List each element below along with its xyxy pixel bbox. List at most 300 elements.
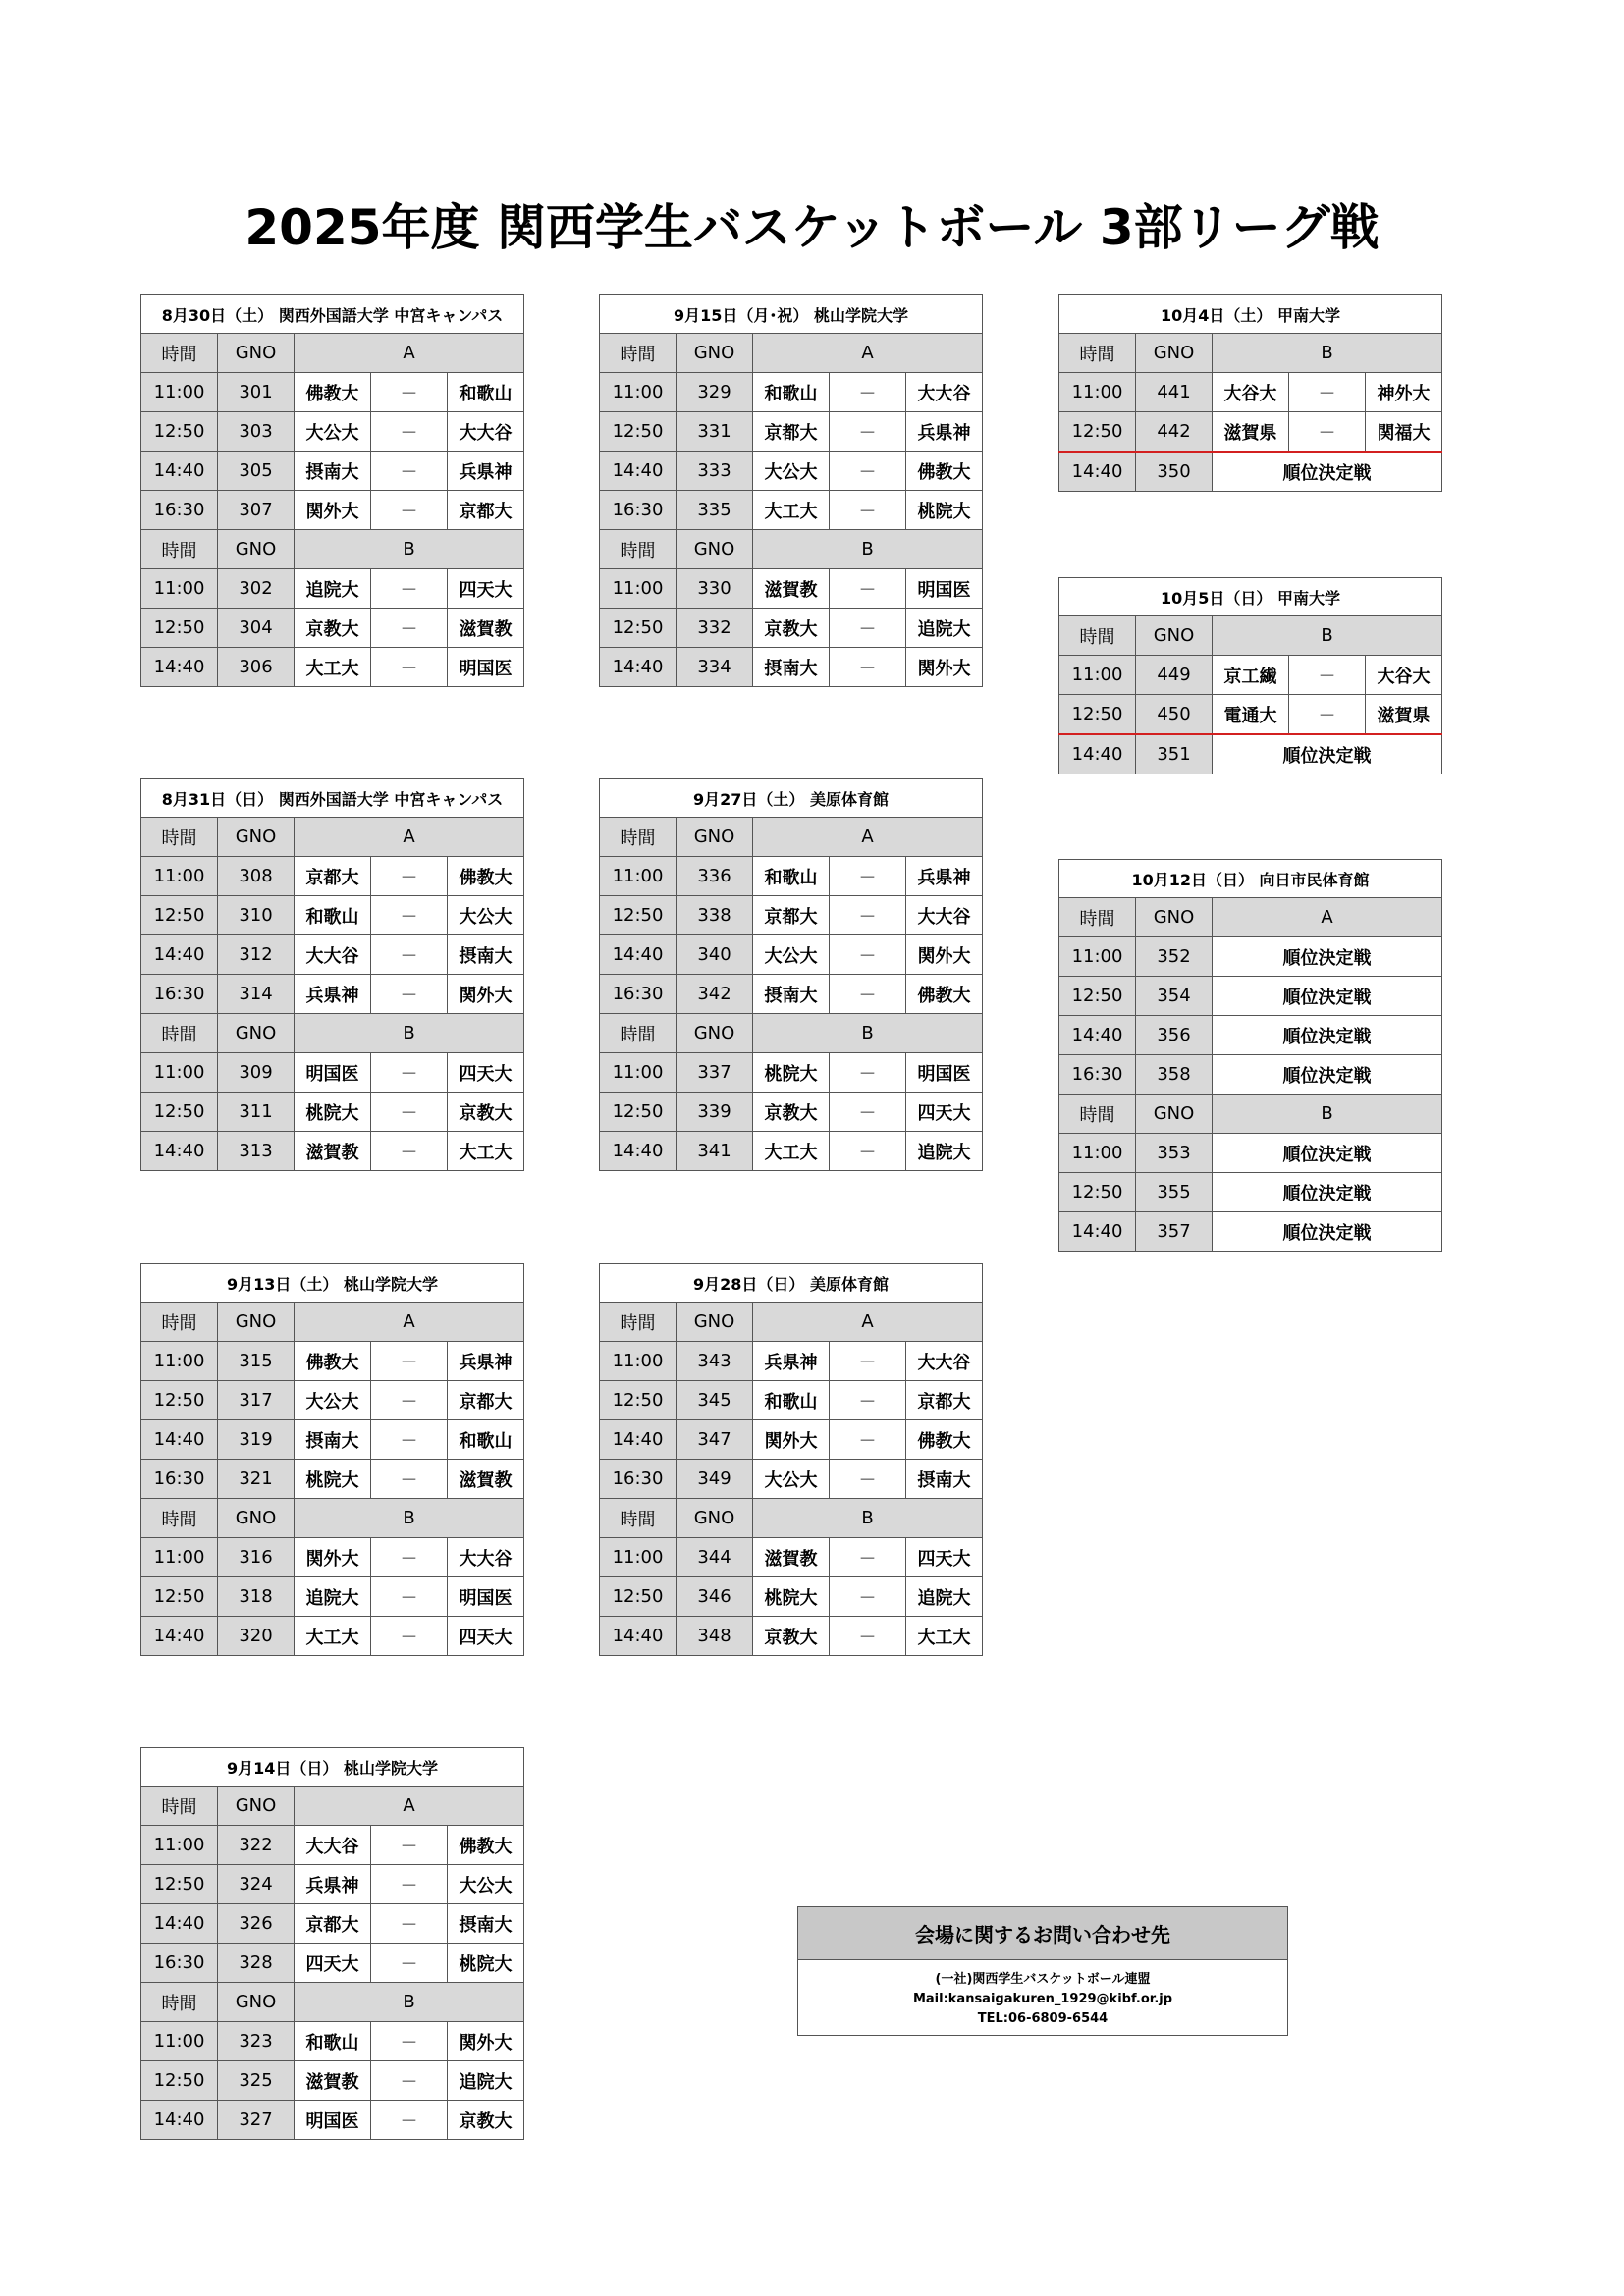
game-time: 12:50 bbox=[1059, 977, 1136, 1016]
versus-dash: － bbox=[371, 491, 448, 530]
game-row bbox=[141, 1904, 524, 1944]
column-header-row bbox=[1059, 616, 1442, 656]
game-row bbox=[141, 1538, 524, 1577]
away-team: 神外大 bbox=[1366, 373, 1442, 412]
game-time: 12:50 bbox=[141, 609, 218, 648]
column-header-row bbox=[600, 1499, 983, 1538]
away-team: 桃院大 bbox=[448, 1944, 524, 1983]
game-row bbox=[141, 1381, 524, 1420]
game-row bbox=[600, 1053, 983, 1093]
game-time: 11:00 bbox=[1059, 656, 1136, 695]
game-row bbox=[600, 1577, 983, 1617]
game-number: 313 bbox=[218, 1132, 295, 1171]
day-table bbox=[140, 778, 524, 1171]
game-row bbox=[141, 1944, 524, 1983]
away-team: 四天大 bbox=[906, 1538, 983, 1577]
game-row bbox=[600, 412, 983, 452]
day-table bbox=[599, 778, 983, 1171]
time-column-label: 時間 bbox=[600, 1303, 677, 1342]
versus-dash: － bbox=[371, 569, 448, 609]
home-team: 京教大 bbox=[295, 609, 371, 648]
game-row bbox=[141, 1420, 524, 1460]
away-team: 四天大 bbox=[448, 569, 524, 609]
versus-dash: － bbox=[371, 2022, 448, 2061]
versus-dash: － bbox=[371, 857, 448, 896]
home-team: 大大谷 bbox=[295, 935, 371, 975]
game-time: 11:00 bbox=[1059, 937, 1136, 977]
home-team: 桃院大 bbox=[753, 1577, 830, 1617]
home-team: 摂南大 bbox=[753, 975, 830, 1014]
versus-dash: － bbox=[371, 2101, 448, 2140]
game-number: 442 bbox=[1136, 412, 1213, 453]
home-team: 追院大 bbox=[295, 569, 371, 609]
away-team: 関外大 bbox=[906, 935, 983, 975]
game-row bbox=[600, 569, 983, 609]
gno-column-label: GNO bbox=[218, 1499, 295, 1538]
group-label: A bbox=[295, 1303, 524, 1342]
home-team: 桃院大 bbox=[295, 1460, 371, 1499]
day-header: 9月14日（日） 桃山学院大学 bbox=[141, 1748, 524, 1787]
game-time: 11:00 bbox=[600, 1053, 677, 1093]
game-time: 11:00 bbox=[141, 373, 218, 412]
game-time: 12:50 bbox=[600, 1577, 677, 1617]
home-team: 明国医 bbox=[295, 1053, 371, 1093]
versus-dash: － bbox=[830, 648, 906, 687]
column-header-row bbox=[600, 1303, 983, 1342]
game-row bbox=[1059, 1134, 1442, 1173]
away-team: 四天大 bbox=[448, 1053, 524, 1093]
page-title: 2025年度 関西学生バスケットボール 3部リーグ戦 bbox=[244, 199, 1380, 256]
game-row bbox=[600, 1381, 983, 1420]
time-column-label: 時間 bbox=[1059, 334, 1136, 373]
away-team: 大大谷 bbox=[906, 373, 983, 412]
game-time: 14:40 bbox=[141, 1132, 218, 1171]
time-column-label: 時間 bbox=[141, 334, 218, 373]
game-time: 14:40 bbox=[600, 1617, 677, 1656]
gno-column-label: GNO bbox=[1136, 616, 1213, 656]
away-team: 大大谷 bbox=[906, 896, 983, 935]
column-header-row bbox=[600, 818, 983, 857]
column-header-row bbox=[1059, 898, 1442, 937]
home-team: 大公大 bbox=[295, 1381, 371, 1420]
game-time: 11:00 bbox=[600, 1538, 677, 1577]
versus-dash: － bbox=[830, 1342, 906, 1381]
game-time: 12:50 bbox=[141, 896, 218, 935]
column-header-row bbox=[1059, 1095, 1442, 1134]
game-row bbox=[600, 452, 983, 491]
game-time: 12:50 bbox=[141, 412, 218, 452]
day-table bbox=[140, 1747, 524, 2140]
versus-dash: － bbox=[371, 1420, 448, 1460]
away-team: 大谷大 bbox=[1366, 656, 1442, 695]
game-number: 301 bbox=[218, 373, 295, 412]
game-number: 303 bbox=[218, 412, 295, 452]
game-number: 332 bbox=[677, 609, 753, 648]
away-team: 大工大 bbox=[448, 1132, 524, 1171]
day-header: 8月30日（土） 関西外国語大学 中宮キャンパス bbox=[141, 295, 524, 334]
versus-dash: － bbox=[371, 412, 448, 452]
group-label: A bbox=[753, 334, 983, 373]
gno-column-label: GNO bbox=[218, 1303, 295, 1342]
column-header-row bbox=[600, 530, 983, 569]
versus-dash: － bbox=[371, 373, 448, 412]
game-time: 14:40 bbox=[1059, 1212, 1136, 1252]
game-time: 12:50 bbox=[1059, 1173, 1136, 1212]
versus-dash: － bbox=[830, 1617, 906, 1656]
group-label: A bbox=[1213, 898, 1442, 937]
home-team: 大公大 bbox=[295, 412, 371, 452]
versus-dash: － bbox=[371, 1865, 448, 1904]
game-time: 12:50 bbox=[600, 609, 677, 648]
game-time: 12:50 bbox=[1059, 695, 1136, 735]
gno-column-label: GNO bbox=[677, 1014, 753, 1053]
time-column-label: 時間 bbox=[1059, 616, 1136, 656]
game-number: 328 bbox=[218, 1944, 295, 1983]
column-header-row bbox=[141, 1014, 524, 1053]
game-time: 14:40 bbox=[141, 452, 218, 491]
game-number: 307 bbox=[218, 491, 295, 530]
game-time: 14:40 bbox=[141, 1904, 218, 1944]
away-team: 京都大 bbox=[906, 1381, 983, 1420]
away-team: 関福大 bbox=[1366, 412, 1442, 453]
versus-dash: － bbox=[830, 373, 906, 412]
game-time: 11:00 bbox=[141, 1053, 218, 1093]
game-row bbox=[600, 896, 983, 935]
game-row bbox=[141, 2101, 524, 2140]
time-column-label: 時間 bbox=[141, 1983, 218, 2022]
home-team: 大公大 bbox=[753, 452, 830, 491]
game-time: 11:00 bbox=[600, 569, 677, 609]
game-number: 346 bbox=[677, 1577, 753, 1617]
game-row bbox=[141, 857, 524, 896]
home-team: 京工繊 bbox=[1213, 656, 1289, 695]
versus-dash: － bbox=[1289, 373, 1366, 412]
game-number: 334 bbox=[677, 648, 753, 687]
day-table bbox=[1058, 294, 1442, 492]
versus-dash: － bbox=[830, 1577, 906, 1617]
game-number: 353 bbox=[1136, 1134, 1213, 1173]
home-team: 関外大 bbox=[753, 1420, 830, 1460]
home-team: 摂南大 bbox=[753, 648, 830, 687]
versus-dash: － bbox=[830, 896, 906, 935]
gno-column-label: GNO bbox=[677, 530, 753, 569]
game-row bbox=[1059, 1173, 1442, 1212]
column-header-row bbox=[600, 1014, 983, 1053]
game-row bbox=[600, 1617, 983, 1656]
game-time: 12:50 bbox=[141, 2061, 218, 2101]
versus-dash: － bbox=[371, 1826, 448, 1865]
group-label: B bbox=[1213, 334, 1442, 373]
home-team: 京都大 bbox=[753, 896, 830, 935]
away-team: 京都大 bbox=[448, 491, 524, 530]
game-row bbox=[141, 2022, 524, 2061]
day-table bbox=[1058, 859, 1442, 1252]
day-header: 10月12日（日） 向日市民体育館 bbox=[1059, 860, 1442, 898]
away-team: 兵県神 bbox=[906, 412, 983, 452]
home-team: 佛教大 bbox=[295, 1342, 371, 1381]
game-time: 14:40 bbox=[141, 1617, 218, 1656]
game-row bbox=[141, 1826, 524, 1865]
versus-dash: － bbox=[371, 1617, 448, 1656]
game-row bbox=[141, 1342, 524, 1381]
game-time: 16:30 bbox=[1059, 1055, 1136, 1095]
game-row bbox=[141, 569, 524, 609]
time-column-label: 時間 bbox=[141, 1303, 218, 1342]
home-team: 桃院大 bbox=[295, 1093, 371, 1132]
game-number: 348 bbox=[677, 1617, 753, 1656]
home-team: 大公大 bbox=[753, 935, 830, 975]
away-team: 佛教大 bbox=[906, 1420, 983, 1460]
game-number: 322 bbox=[218, 1826, 295, 1865]
game-time: 12:50 bbox=[141, 1865, 218, 1904]
away-team: 大大谷 bbox=[448, 1538, 524, 1577]
game-time: 16:30 bbox=[600, 491, 677, 530]
away-team: 大大谷 bbox=[448, 412, 524, 452]
away-team: 摂南大 bbox=[448, 1904, 524, 1944]
day-table bbox=[1058, 577, 1442, 774]
game-number: 330 bbox=[677, 569, 753, 609]
game-number: 347 bbox=[677, 1420, 753, 1460]
time-column-label: 時間 bbox=[600, 1014, 677, 1053]
versus-dash: － bbox=[830, 857, 906, 896]
gno-column-label: GNO bbox=[1136, 334, 1213, 373]
time-column-label: 時間 bbox=[600, 818, 677, 857]
game-time: 16:30 bbox=[141, 491, 218, 530]
placement-game: 順位決定戦 bbox=[1213, 1134, 1442, 1173]
versus-dash: － bbox=[830, 1132, 906, 1171]
game-number: 324 bbox=[218, 1865, 295, 1904]
away-team: 佛教大 bbox=[448, 1826, 524, 1865]
away-team: 和歌山 bbox=[448, 373, 524, 412]
versus-dash: － bbox=[830, 1053, 906, 1093]
home-team: 明国医 bbox=[295, 2101, 371, 2140]
game-number: 340 bbox=[677, 935, 753, 975]
home-team: 滋賀教 bbox=[753, 569, 830, 609]
game-row bbox=[1059, 734, 1442, 774]
game-number: 349 bbox=[677, 1460, 753, 1499]
versus-dash: － bbox=[371, 1904, 448, 1944]
game-time: 16:30 bbox=[141, 1460, 218, 1499]
group-label: A bbox=[753, 818, 983, 857]
game-time: 11:00 bbox=[141, 1826, 218, 1865]
game-number: 339 bbox=[677, 1093, 753, 1132]
game-row bbox=[1059, 452, 1442, 492]
versus-dash: － bbox=[830, 1420, 906, 1460]
away-team: 摂南大 bbox=[906, 1460, 983, 1499]
game-row bbox=[1059, 1055, 1442, 1095]
game-row bbox=[141, 1617, 524, 1656]
game-number: 350 bbox=[1136, 452, 1213, 492]
game-number: 449 bbox=[1136, 656, 1213, 695]
away-team: 佛教大 bbox=[906, 452, 983, 491]
home-team: 兵県神 bbox=[295, 975, 371, 1014]
game-number: 342 bbox=[677, 975, 753, 1014]
placement-game: 順位決定戦 bbox=[1213, 1016, 1442, 1055]
day-table bbox=[140, 294, 524, 687]
game-number: 356 bbox=[1136, 1016, 1213, 1055]
game-time: 16:30 bbox=[600, 1460, 677, 1499]
versus-dash: － bbox=[830, 1381, 906, 1420]
away-team: 追院大 bbox=[906, 609, 983, 648]
game-time: 14:40 bbox=[141, 2101, 218, 2140]
game-time: 12:50 bbox=[600, 412, 677, 452]
home-team: 追院大 bbox=[295, 1577, 371, 1617]
versus-dash: － bbox=[830, 975, 906, 1014]
game-number: 304 bbox=[218, 609, 295, 648]
versus-dash: － bbox=[830, 935, 906, 975]
placement-game: 順位決定戦 bbox=[1213, 1055, 1442, 1095]
group-label: B bbox=[753, 1014, 983, 1053]
versus-dash: － bbox=[830, 491, 906, 530]
game-row bbox=[141, 1132, 524, 1171]
game-row bbox=[600, 1460, 983, 1499]
game-number: 351 bbox=[1136, 734, 1213, 774]
game-number: 335 bbox=[677, 491, 753, 530]
game-row bbox=[1059, 412, 1442, 453]
game-row bbox=[1059, 1212, 1442, 1252]
home-team: 和歌山 bbox=[753, 373, 830, 412]
game-number: 309 bbox=[218, 1053, 295, 1093]
day-header: 9月27日（土） 美原体育館 bbox=[600, 779, 983, 818]
game-row bbox=[600, 1093, 983, 1132]
home-team: 大工大 bbox=[295, 1617, 371, 1656]
versus-dash: － bbox=[1289, 412, 1366, 453]
column-header-row bbox=[1059, 334, 1442, 373]
away-team: 関外大 bbox=[906, 648, 983, 687]
home-team: 滋賀教 bbox=[295, 2061, 371, 2101]
gno-column-label: GNO bbox=[218, 530, 295, 569]
game-time: 16:30 bbox=[600, 975, 677, 1014]
versus-dash: － bbox=[830, 1093, 906, 1132]
game-time: 11:00 bbox=[141, 1342, 218, 1381]
time-column-label: 時間 bbox=[141, 1499, 218, 1538]
game-number: 331 bbox=[677, 412, 753, 452]
home-team: 京教大 bbox=[753, 1617, 830, 1656]
day-header: 10月4日（土） 甲南大学 bbox=[1059, 295, 1442, 334]
versus-dash: － bbox=[371, 2061, 448, 2101]
away-team: 関外大 bbox=[448, 975, 524, 1014]
game-row bbox=[600, 975, 983, 1014]
away-team: 滋賀教 bbox=[448, 609, 524, 648]
group-label: B bbox=[1213, 1095, 1442, 1134]
game-row bbox=[600, 373, 983, 412]
time-column-label: 時間 bbox=[600, 530, 677, 569]
versus-dash: － bbox=[830, 609, 906, 648]
contact-org: (一社)関西学生バスケットボール連盟 bbox=[935, 1972, 1151, 1987]
home-team: 滋賀教 bbox=[295, 1132, 371, 1171]
game-time: 16:30 bbox=[141, 1944, 218, 1983]
game-time: 12:50 bbox=[600, 1093, 677, 1132]
gno-column-label: GNO bbox=[218, 1787, 295, 1826]
gno-column-label: GNO bbox=[1136, 1095, 1213, 1134]
away-team: 桃院大 bbox=[906, 491, 983, 530]
game-number: 326 bbox=[218, 1904, 295, 1944]
home-team: 和歌山 bbox=[295, 2022, 371, 2061]
versus-dash: － bbox=[1289, 695, 1366, 735]
versus-dash: － bbox=[830, 569, 906, 609]
game-number: 305 bbox=[218, 452, 295, 491]
versus-dash: － bbox=[371, 896, 448, 935]
game-row bbox=[1059, 1016, 1442, 1055]
column-header-row bbox=[141, 818, 524, 857]
game-number: 450 bbox=[1136, 695, 1213, 735]
game-row bbox=[141, 609, 524, 648]
game-row bbox=[600, 648, 983, 687]
game-time: 11:00 bbox=[141, 1538, 218, 1577]
versus-dash: － bbox=[371, 1381, 448, 1420]
game-row bbox=[600, 609, 983, 648]
versus-dash: － bbox=[371, 452, 448, 491]
placement-game: 順位決定戦 bbox=[1213, 452, 1442, 492]
contact-mail: Mail:kansaigakuren_1929@kibf.or.jp bbox=[912, 1992, 1173, 2006]
game-time: 11:00 bbox=[1059, 1134, 1136, 1173]
away-team: 大公大 bbox=[448, 896, 524, 935]
game-time: 11:00 bbox=[600, 1342, 677, 1381]
day-table bbox=[599, 294, 983, 687]
game-time: 14:40 bbox=[1059, 452, 1136, 492]
away-team: 関外大 bbox=[448, 2022, 524, 2061]
home-team: 大谷大 bbox=[1213, 373, 1289, 412]
away-team: 大大谷 bbox=[906, 1342, 983, 1381]
gno-column-label: GNO bbox=[218, 1983, 295, 2022]
away-team: 四天大 bbox=[448, 1617, 524, 1656]
game-number: 329 bbox=[677, 373, 753, 412]
game-number: 338 bbox=[677, 896, 753, 935]
group-label: A bbox=[295, 818, 524, 857]
game-row bbox=[600, 857, 983, 896]
game-number: 354 bbox=[1136, 977, 1213, 1016]
home-team: 電通大 bbox=[1213, 695, 1289, 735]
group-label: B bbox=[295, 1983, 524, 2022]
game-number: 345 bbox=[677, 1381, 753, 1420]
away-team: 追院大 bbox=[906, 1132, 983, 1171]
versus-dash: － bbox=[371, 609, 448, 648]
placement-game: 順位決定戦 bbox=[1213, 1173, 1442, 1212]
placement-game: 順位決定戦 bbox=[1213, 1212, 1442, 1252]
game-row bbox=[1059, 656, 1442, 695]
away-team: 四天大 bbox=[906, 1093, 983, 1132]
group-label: A bbox=[295, 1787, 524, 1826]
away-team: 兵県神 bbox=[906, 857, 983, 896]
game-number: 306 bbox=[218, 648, 295, 687]
game-time: 14:40 bbox=[600, 1420, 677, 1460]
time-column-label: 時間 bbox=[141, 1787, 218, 1826]
versus-dash: － bbox=[371, 1342, 448, 1381]
column-header-row bbox=[141, 1787, 524, 1826]
home-team: 摂南大 bbox=[295, 452, 371, 491]
game-row bbox=[141, 1093, 524, 1132]
versus-dash: － bbox=[371, 975, 448, 1014]
game-row bbox=[600, 1420, 983, 1460]
group-label: A bbox=[295, 334, 524, 373]
game-time: 11:00 bbox=[141, 2022, 218, 2061]
contact-box bbox=[797, 1906, 1288, 2036]
gno-column-label: GNO bbox=[677, 818, 753, 857]
away-team: 大工大 bbox=[906, 1617, 983, 1656]
game-row bbox=[1059, 937, 1442, 977]
home-team: 大公大 bbox=[753, 1460, 830, 1499]
game-number: 343 bbox=[677, 1342, 753, 1381]
gno-column-label: GNO bbox=[677, 1499, 753, 1538]
game-row bbox=[141, 1053, 524, 1093]
game-time: 16:30 bbox=[141, 975, 218, 1014]
day-header: 10月5日（日） 甲南大学 bbox=[1059, 578, 1442, 616]
home-team: 京都大 bbox=[295, 1904, 371, 1944]
game-number: 308 bbox=[218, 857, 295, 896]
game-number: 441 bbox=[1136, 373, 1213, 412]
game-time: 12:50 bbox=[600, 896, 677, 935]
game-time: 12:50 bbox=[141, 1381, 218, 1420]
